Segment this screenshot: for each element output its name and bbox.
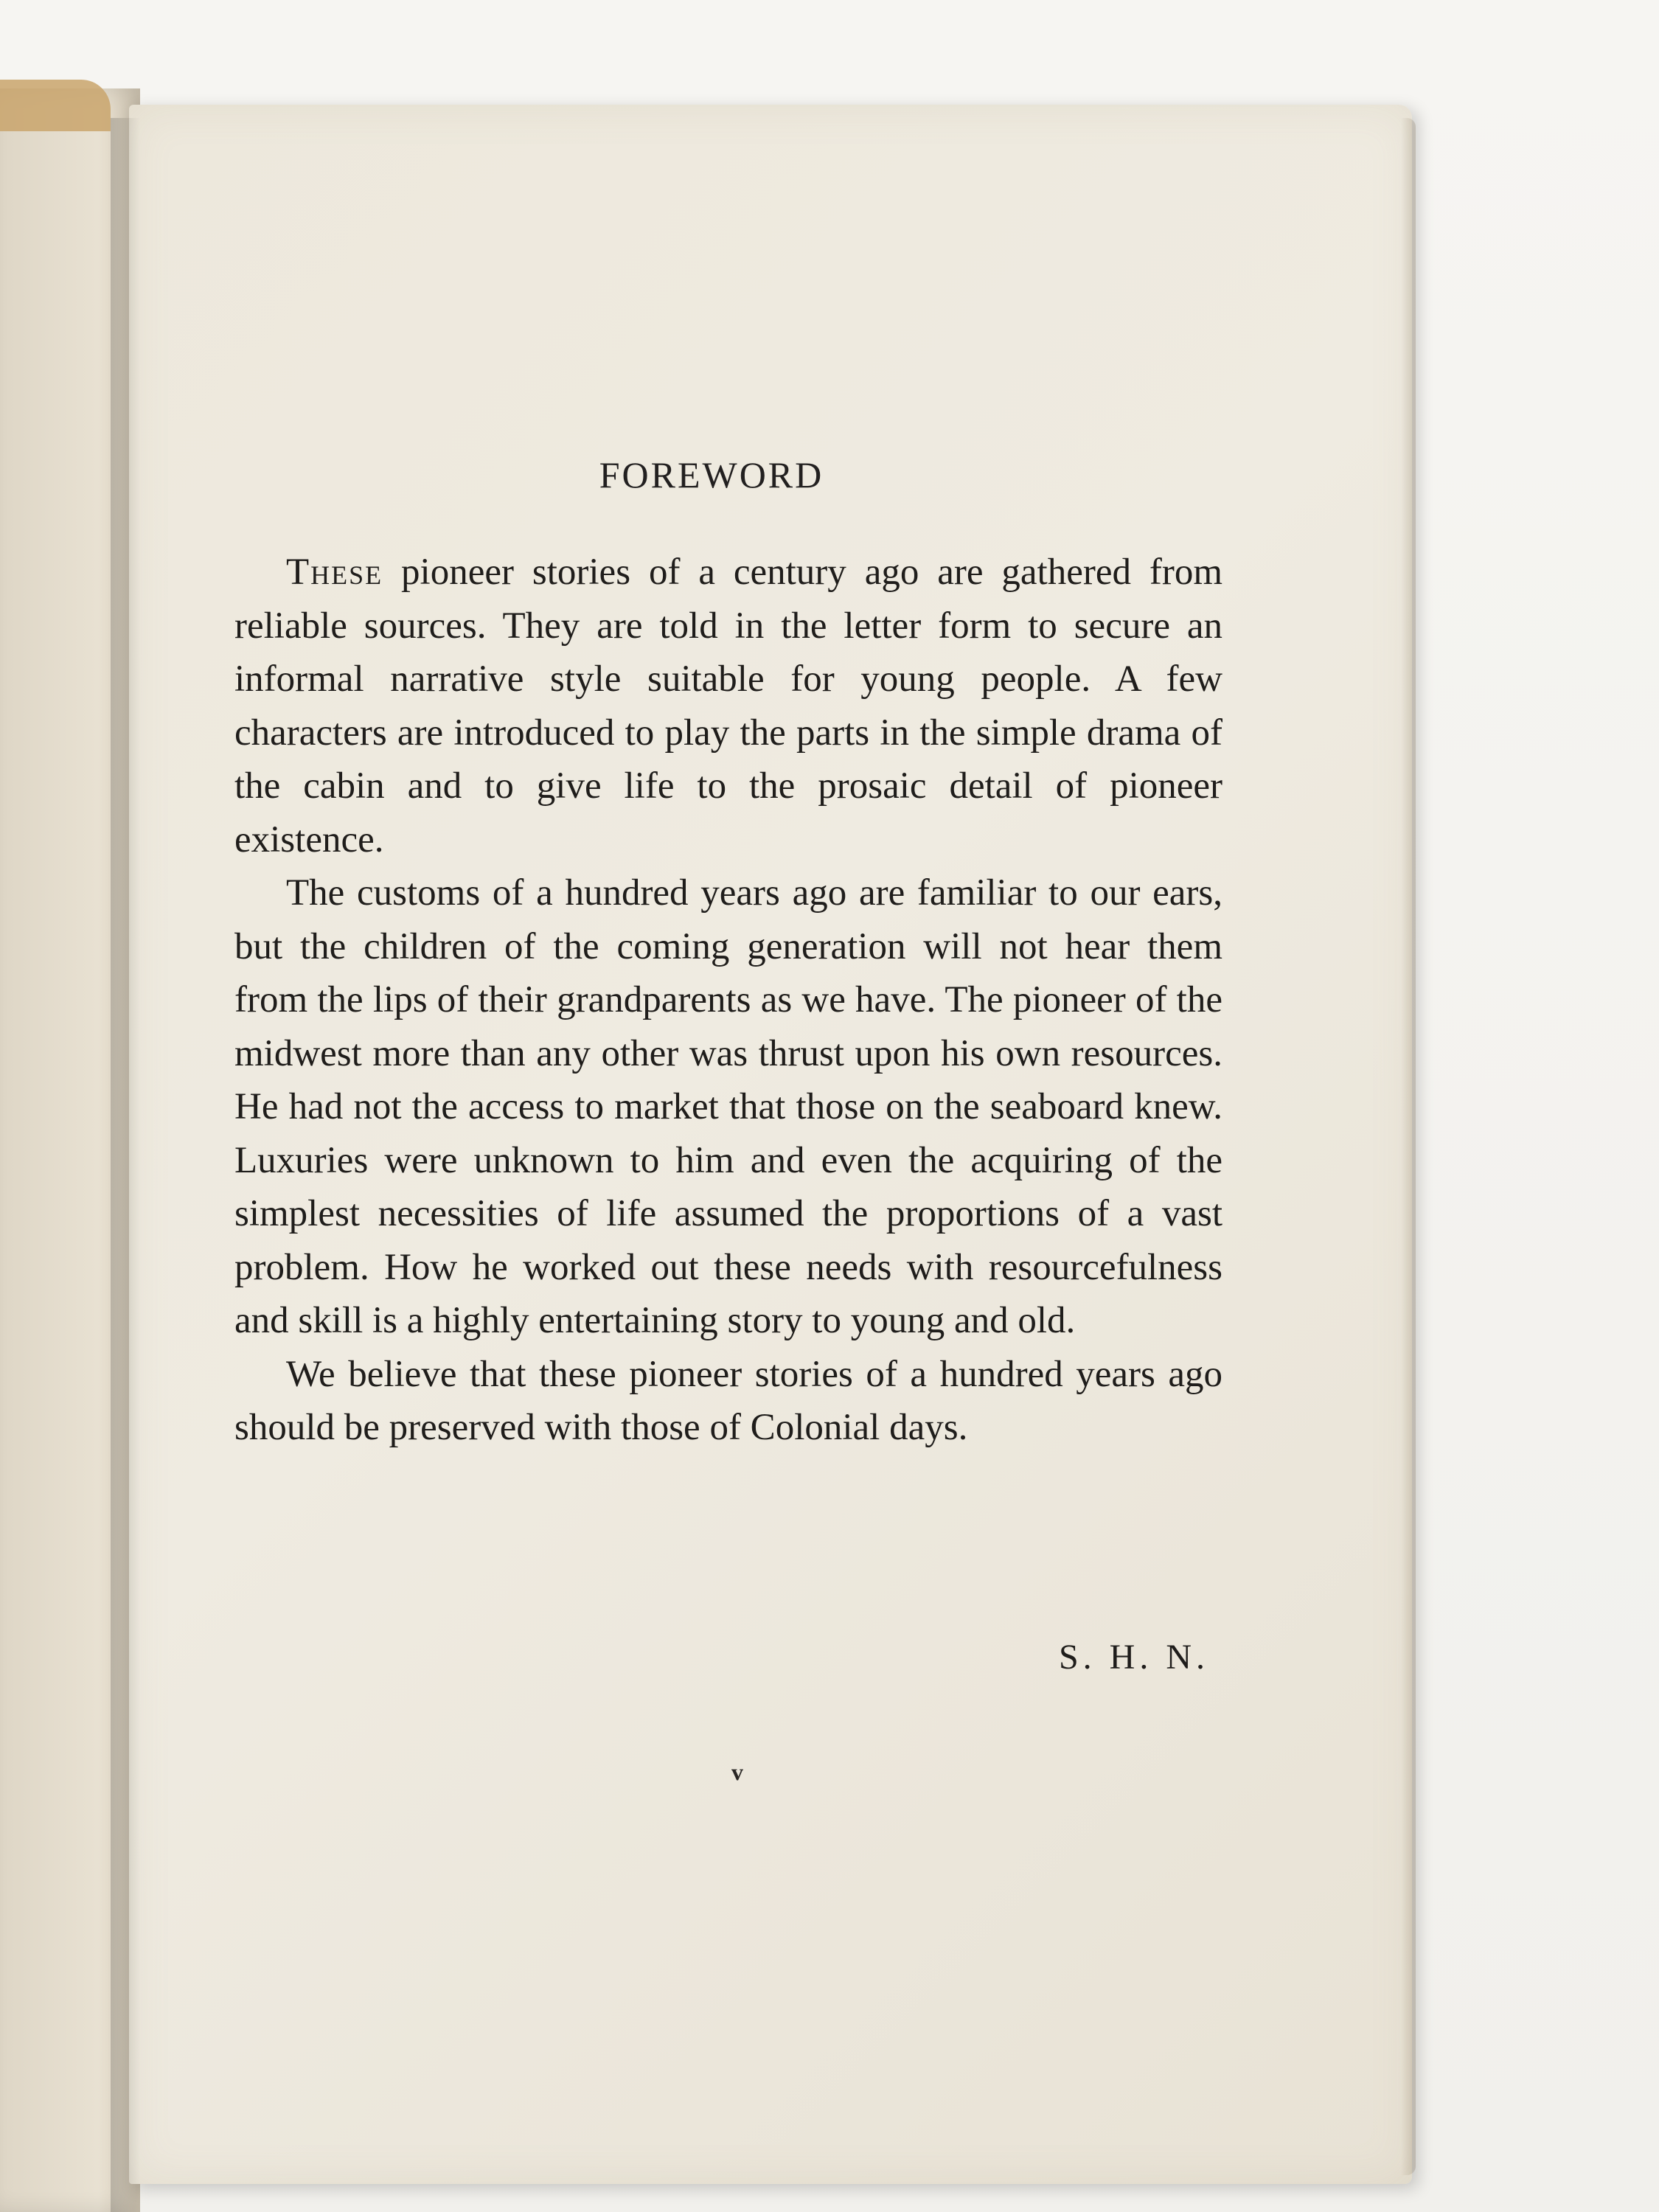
- paragraph-1: [234, 546, 1222, 866]
- paragraph-text: pioneer stories of a century ago are gathered from reliable sources. They are told in the letter form to secure an informal narrative style suitable for young people. A few characters are introduced to play the parts in the simple drama of the cabin and to give life to the prosaic detail of pioneer existence.: [234, 552, 1222, 860]
- page-gutter: [111, 118, 140, 2212]
- page-edge-shadow: [1401, 118, 1416, 2175]
- paragraph-text: The customs of a hundred years ago are familiar to our ears, but the children of the coming generation will not hear them from the lips of their grandparents as we have. The pioneer of the midwest more than any other was thrust upon his own resources. He had not the access to market that those on the seaboard knew. Luxuries were unknown to him and even the acquiring of the simplest necessities of life assumed the proportions of a vast problem. How he worked out these needs with resourcefulness and skill is a highly entertaining story to young and old.: [234, 872, 1222, 1341]
- page-number: v: [731, 1759, 743, 1785]
- paragraph-lead-word: These: [286, 552, 383, 593]
- page-title: FOREWORD: [599, 454, 824, 495]
- binding-edge: [0, 80, 111, 131]
- paragraph-text: We believe that these pioneer stories of a hundred years ago should be preserved with those of Colonial days.: [234, 1353, 1222, 1448]
- paragraph-2: [234, 866, 1222, 1348]
- paragraph-3: [234, 1348, 1222, 1455]
- author-initials: S. H. N.: [1058, 1638, 1209, 1677]
- foreword-body: [234, 546, 1222, 1455]
